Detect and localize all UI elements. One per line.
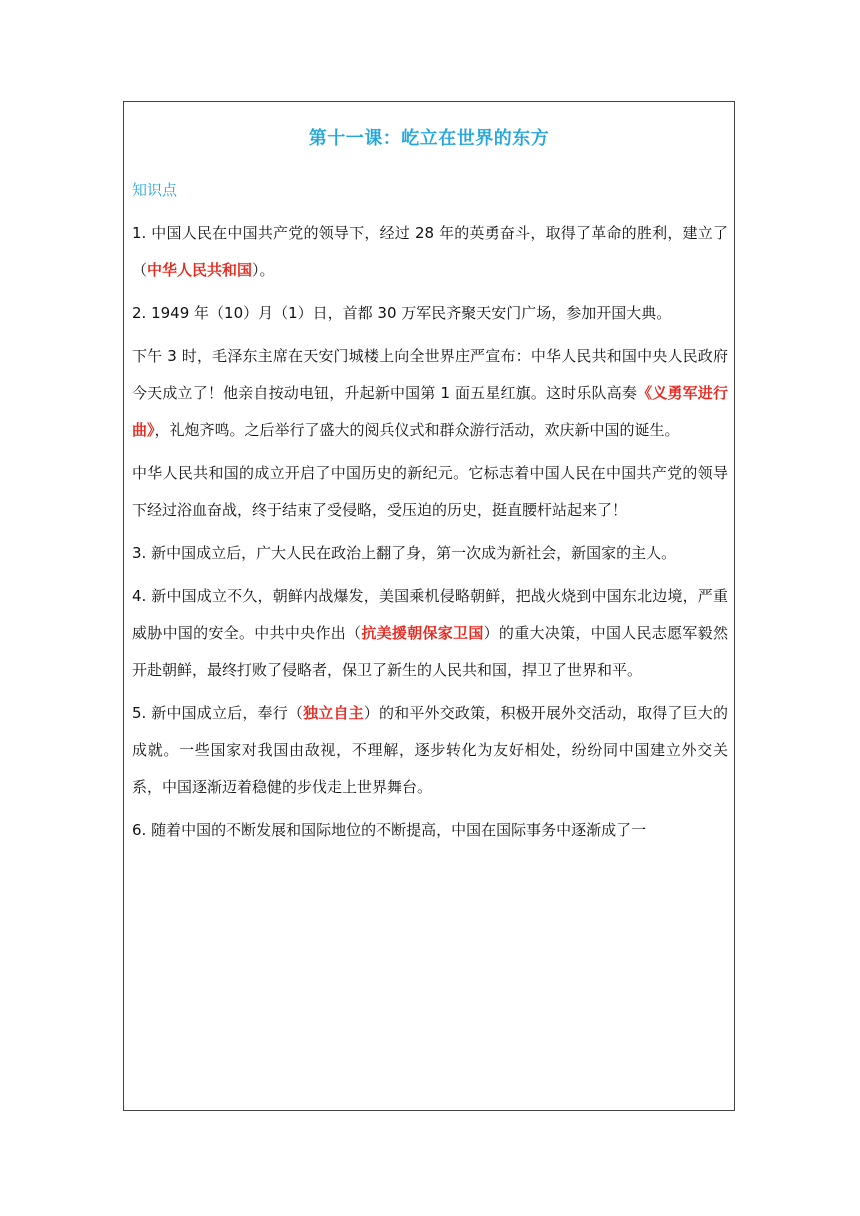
p4-text-a: 4. 新中国成立不久，朝鲜内战爆发，美国乘机侵略朝鲜，把战火烧到中国东北边境，严重威胁中国的安全。中共中央作出（ bbox=[132, 587, 728, 642]
p4-text-b: ）的重大决策，中国人民志愿军毅然开赴朝鲜，最终打败了侵略者，保卫了新生的人民共和国，捍卫了世界和平。 bbox=[132, 624, 728, 679]
p5-text-b: ）的和平外交政策，积极开展外交活动，取得了巨大的成就。一些国家对我国由敌视，不理解，逐步转化为友好相处，纷纷同中国建立外交关系，中国逐渐迈着稳健的步伐走上世界舞台。 bbox=[132, 704, 728, 796]
page-title: 第十一课：屹立在世界的东方 bbox=[308, 128, 550, 149]
paragraph-3: 3. 新中国成立后，广大人民在政治上翻了身，第一次成为新社会，新国家的主人。 bbox=[132, 544, 677, 562]
paragraph-5 bbox=[132, 695, 728, 806]
p1-text-b: ）。 bbox=[252, 261, 275, 279]
p1-highlight: 中华人民共和国 bbox=[147, 261, 253, 279]
section-label: 知识点 bbox=[132, 181, 178, 199]
paragraph-6: 6. 随着中国的不断发展和国际地位的不断提高，中国在国际事务中逐渐成了一 bbox=[132, 821, 647, 839]
content-body bbox=[132, 215, 728, 855]
p1-text-a: 1. 中国人民在中国共产党的领导下，经过 28 年的英勇奋斗，取得了革命的胜利，建立了（ bbox=[132, 224, 728, 279]
p2-highlight: 《义勇军进行曲》 bbox=[132, 384, 728, 439]
p5-highlight: 独立自主 bbox=[303, 704, 364, 722]
paragraph-4 bbox=[132, 578, 728, 689]
paragraph-1 bbox=[132, 215, 728, 289]
p2-text-b: ，礼炮齐鸣。之后举行了盛大的阅兵仪式和群众游行活动，欢庆新中国的诞生。 bbox=[154, 421, 680, 439]
paragraph-2 bbox=[132, 338, 728, 449]
content-frame bbox=[123, 101, 735, 1111]
p5-text-a: 5. 新中国成立后，奉行（ bbox=[132, 704, 304, 722]
paragraph-2b: 中华人民共和国的成立开启了中国历史的新纪元。它标志着中国人民在中国共产党的领导下经过浴血奋战，终于结束了受侵略，受压迫的历史，挺直腰杆站起来了！ bbox=[132, 464, 728, 519]
p4-highlight: 抗美援朝保家卫国 bbox=[361, 624, 484, 642]
paragraph-2-line1: 2. 1949 年（10）月（1）日，首都 30 万军民齐聚天安门广场，参加开国大典。 bbox=[132, 304, 672, 322]
p2-text-a: 下午 3 时，毛泽东主席在天安门城楼上向全世界庄严宣布：中华人民共和国中央人民政府今天成立了！他亲自按动电钮，升起新中国第 1 面五星红旗。这时乐队高奏 bbox=[132, 347, 728, 402]
